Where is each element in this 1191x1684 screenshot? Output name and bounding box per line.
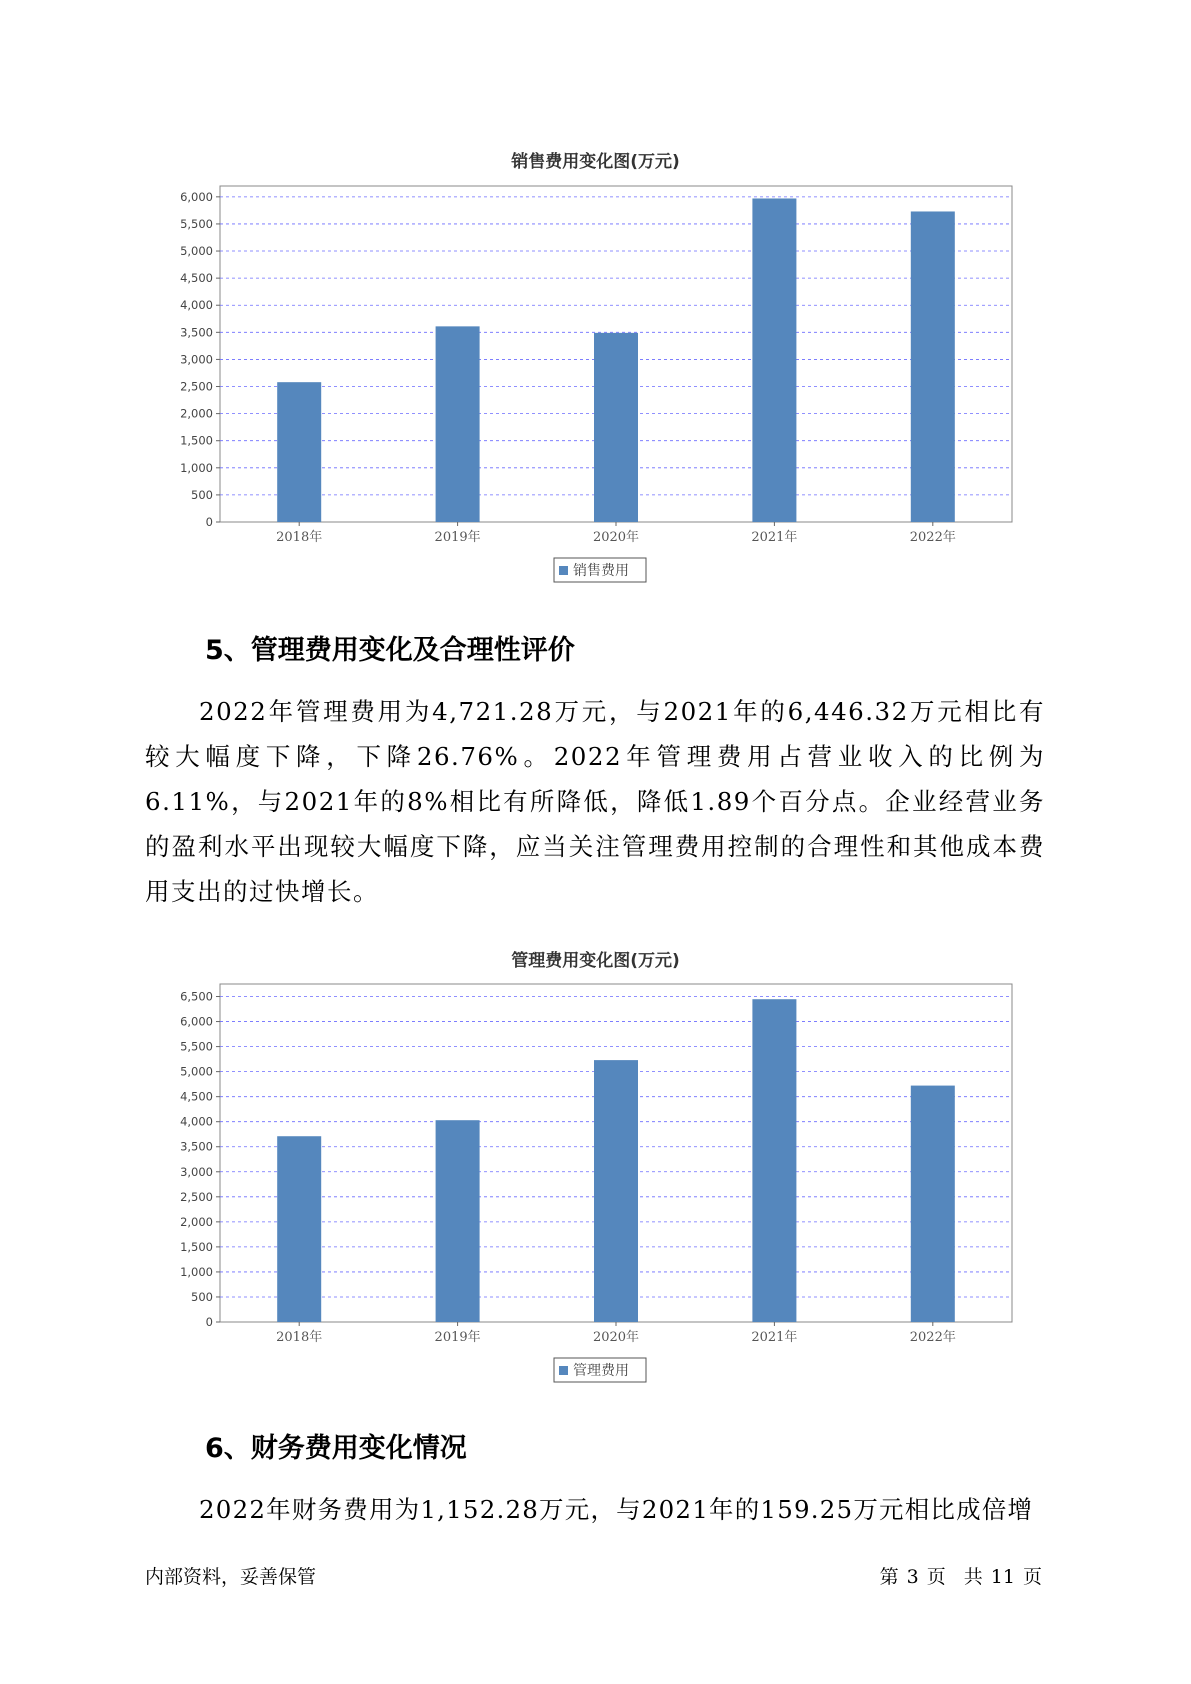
y-tick-label: 2,000 — [180, 406, 213, 421]
x-tick-label: 2019年 — [434, 1330, 481, 1345]
page-number: 3 — [906, 1566, 919, 1588]
y-tick-label: 5,500 — [180, 216, 213, 231]
chart-title: 管理费用变化图(万元) — [511, 951, 680, 971]
x-tick-label: 2018年 — [276, 1330, 323, 1345]
footer-confidential-note: 内部资料，妥善保管 — [145, 1566, 317, 1588]
page-label: 第 — [879, 1566, 899, 1588]
x-tick-label: 2019年 — [434, 530, 481, 545]
y-tick-label: 3,000 — [180, 1164, 213, 1179]
bar — [594, 333, 638, 522]
section-6-paragraph: 2022年财务费用为1,152.28万元，与2021年的159.25万元相比成倍增 — [199, 1495, 1034, 1524]
y-tick-label: 1,000 — [180, 460, 213, 475]
bar — [752, 198, 796, 522]
y-tick-label: 4,500 — [180, 271, 213, 286]
y-tick-label: 4,000 — [180, 298, 213, 313]
total-label: 共 — [963, 1566, 983, 1588]
bar — [277, 1136, 321, 1322]
x-tick-label: 2021年 — [751, 1330, 798, 1345]
bar — [594, 1060, 638, 1322]
total-unit: 页 — [1022, 1566, 1042, 1588]
y-tick-label: 3,500 — [180, 325, 213, 340]
y-tick-label: 1,000 — [180, 1264, 213, 1279]
legend-swatch — [559, 566, 568, 575]
y-tick-label: 6,000 — [180, 1014, 213, 1029]
y-tick-label: 500 — [191, 1289, 213, 1304]
y-tick-label: 5,000 — [180, 1064, 213, 1079]
bar — [752, 999, 796, 1322]
x-tick-label: 2020年 — [592, 1330, 640, 1345]
section-heading-6: 6、财务费用变化情况 — [205, 1433, 467, 1464]
y-tick-label: 4,000 — [180, 1114, 213, 1129]
y-tick-label: 2,000 — [180, 1214, 213, 1229]
section-5-paragraph: 2022年管理费用为4,721.28万元，与2021年的6,446.32万元相比有较大幅度下降，下降26.76%。2022年管理费用占营业收入的比例为6.11%，与2021年的8%相比有所降低，降低1.89个百分点。企业经营业务的盈利水平出现较大幅度下降，应当关注管理费用控制的合理性和其他成本费用支出的过快增长。 — [145, 697, 1045, 906]
y-tick-label: 0 — [205, 515, 213, 529]
x-tick-label: 2021年 — [751, 530, 798, 545]
y-tick-label: 500 — [191, 487, 213, 502]
x-tick-label: 2022年 — [909, 530, 956, 545]
legend-swatch — [559, 1366, 568, 1375]
page-unit: 页 — [926, 1566, 946, 1588]
total-pages: 11 — [990, 1566, 1015, 1588]
bar — [911, 211, 955, 522]
management-expense-chart-svg — [0, 970, 1191, 1400]
x-tick-label: 2020年 — [592, 530, 640, 545]
y-tick-label: 3,500 — [180, 1139, 213, 1154]
chart-title: 销售费用变化图(万元) — [511, 152, 680, 172]
section-heading-5: 5、管理费用变化及合理性评价 — [205, 635, 575, 666]
legend-label: 管理费用 — [573, 1363, 629, 1379]
y-tick-label: 6,500 — [180, 989, 213, 1004]
bar — [911, 1086, 955, 1322]
y-tick-label: 1,500 — [180, 433, 213, 448]
y-tick-label: 6,000 — [180, 189, 213, 204]
bar — [436, 1120, 480, 1322]
x-tick-label: 2018年 — [276, 530, 323, 545]
bar — [436, 326, 480, 522]
y-tick-label: 3,000 — [180, 352, 213, 367]
y-tick-label: 2,500 — [180, 1189, 213, 1204]
footer-page-info — [876, 1562, 1046, 1589]
legend-label: 销售费用 — [573, 563, 629, 579]
y-tick-label: 5,500 — [180, 1039, 213, 1054]
sales-expense-chart-svg — [0, 170, 1191, 590]
y-tick-label: 2,500 — [180, 379, 213, 394]
y-tick-label: 4,500 — [180, 1089, 213, 1104]
y-tick-label: 0 — [205, 1315, 213, 1329]
bar — [277, 382, 321, 522]
y-tick-label: 5,000 — [180, 244, 213, 259]
x-tick-label: 2022年 — [909, 1330, 956, 1345]
y-tick-label: 1,500 — [180, 1239, 213, 1254]
